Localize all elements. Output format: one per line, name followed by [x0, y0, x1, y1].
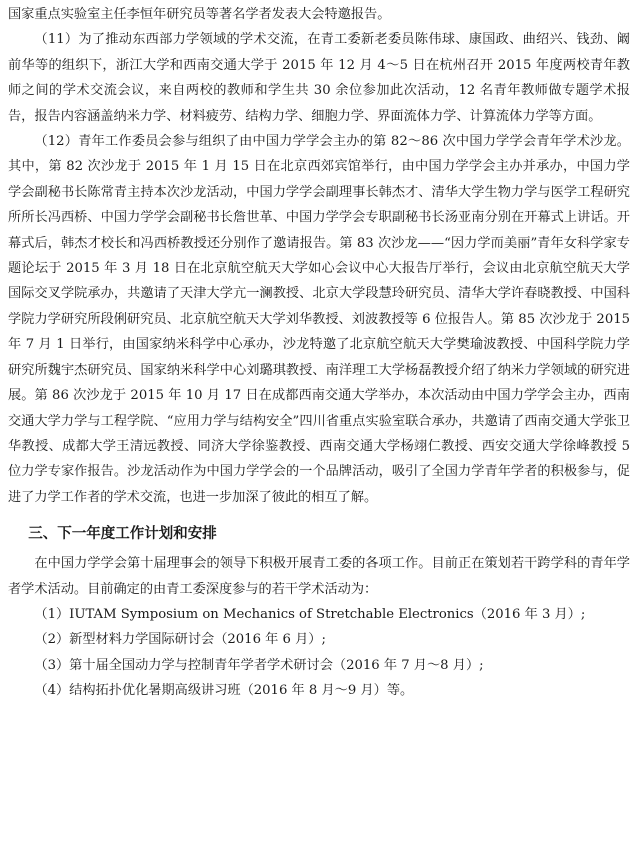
opening-line: 国家重点实验室主任李恒年研究员等著名学者发表大会特邀报告。 — [8, 7, 391, 22]
list-item: （1）IUTAM Symposium on Mechanics of Stretchable Electronics（2016 年 3 月）; — [34, 606, 586, 622]
activity-list — [8, 602, 630, 704]
section-heading: 三、下一年度工作计划和安排 — [28, 526, 217, 543]
list-item: （2）新型材料力学国际研讨会（2016 年 6 月）; — [34, 632, 326, 648]
list-item: （3）第十届全国动力学与控制青年学者学术研讨会（2016 年 7 月～8 月）; — [34, 657, 484, 673]
list-item: （4）结构拓扑优化暑期高级讲习班（2016 年 8 月～9 月）等。 — [34, 683, 414, 699]
section-intro: 在中国力学学会第十届理事会的领导下积极开展青工委的各项工作。目前正在策划若干跨学科的青年学者学术活动。目前确定的由青工委深度参与的若干学术活动为： — [8, 556, 630, 597]
paragraph-11: （11）为了推动东西部力学领域的学术交流，在青工委新老委员陈伟球、康国政、曲绍兴、钱劲、阚前华等的组织下，浙江大学和西南交通大学于 2015 年 12 月 4～5 日在杭州召开 2015 年度两校青年教师之间的学术交流会议，来自两校的教师和学生共 30 余位参加此次活动，12 名青年教师做专题学术报告，报告内容涵盖纳米力学、材料疲劳、结构力学、细胞力学、界面流体力学、计算流体力学等方面。 — [8, 32, 630, 124]
paragraph-12: （12）青年工作委员会参与组织了由中国力学学会主办的第 82～86 次中国力学学会青年学术沙龙。其中，第 82 次沙龙于 2015 年 1 月 15 日在北京西郊宾馆举行，由中国力学学会主办并承办，中国力学学会副秘书长陈常青主持本次沙龙活动，中国力学学会副理事长韩杰才、清华大学生物力学与医学工程研究所所长冯西桥、中国力学学会副秘书长詹世革、中国力学学会专职副秘书长汤亚南分别在开幕式上讲话。开幕式后，韩杰才校长和冯西桥教授还分别作了邀请报告。第 83 次沙龙——“因力学而美丽”青年女科学家专题论坛于 2015 年 3 月 18 日在北京航空航天大学如心会议中心大报告厅举行，会议由北京航空航天大学国际交叉学院承办，共邀请了天津大学亢一澜教授、北京大学段慧玲研究员、清华大学许春晓教授、中国科学院力学研究所段俐研究员、北京航空航天大学刘华教授、刘波教授等 6 位报告人。第 85 次沙龙于 2015 年 7 月 1 日举行，由国家纳米科学中心承办，沙龙特邀了北京航空航天大学樊瑜波教授、中国科学院力学研究所魏宇杰研究员、国家纳米科学中心刘璐琪教授、南洋理工大学杨磊教授介绍了纳米力学领域的研究进展。第 86 次沙龙于 2015 年 10 月 17 日在成都西南交通大学举办，本次活动由中国力学学会主办，西南交通大学力学与工程学院、“应用力学与结构安全”四川省重点实验室联合承办，共邀请了西南交通大学张卫华教授、成都大学王清远教授、同济大学徐鉴教授、西南交通大学杨翊仁教授、西安交通大学徐峰教授 5 位力学专家作报告。沙龙活动作为中国力学学会的一个品牌活动，吸引了全国力学青年学者的积极参与，促进了力学工作者的学术交流，也进一步加深了彼此的相互了解。 — [8, 134, 630, 505]
